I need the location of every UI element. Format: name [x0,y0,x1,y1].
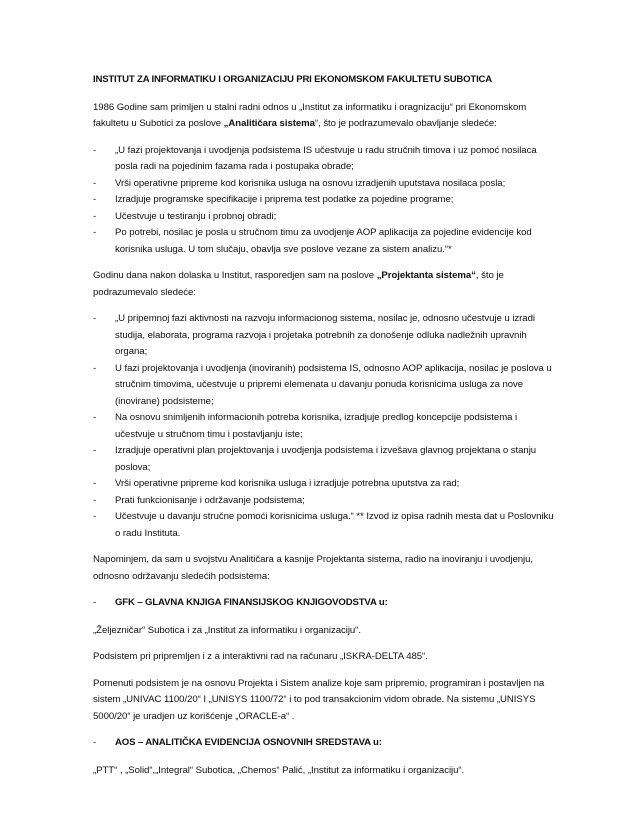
gfk-heading: - GFK – GLAVNA KNJIGA FINANSIJSKOG KNJIGOVODSTVA u: [93,595,555,612]
document-title: INSTITUT ZA INFORMATIKU I ORGANIZACIJU PRI EKONOMSKOM FAKULTETU SUBOTICA [93,74,493,85]
intro-text: 1986 Godine sam primljen u stalni radni odnos u „Institut za informatiku i oragnizaciju“ pri Ekonomskom fakultetu u Subotici za poslove [93,101,527,129]
subsystems-intro: Napominjem, da sam u svojstvu Analitičara a kasnije Projektanta sistema, radio na inoviranju i uvodjenju, odnosno održavanju sledećih podsistema: [93,554,534,582]
list-item: - Vrši operativne pripreme kod korisnika usluga i izradjuje potrebna uputstva za rad; [93,476,555,493]
list-item: - Na osnovu snimljenih informacionih potreba korisnika, izradjuje predlog koncepcije podsistema i učestvuje u stručnom timu i postavljanju iste; [93,410,555,443]
list-item: - „U fazi projektovanja i uvodjenja podsistema IS učestvuje u radu stručnih timova i uz pomoć nosilaca posla radi na pojedinim fazama rada i postupaka obrade; [93,143,555,176]
analyst-duties-list [93,143,555,259]
list-item: - U fazi projektovanja i uvodjenja (inoviranih) podsistema IS, odnosno AOP aplikacija, nosilac je poslova u stručnim timovima, učestvuje u pripremi elemenata u davanju ponuda korisnicima usluga za nove (inovirane) podsisteme; [93,361,555,411]
designer-text: Godinu dana nakon dolaska u Institut, rasporedjen sam na poslove [93,270,377,281]
designer-paragraph [93,268,555,301]
intro-role: „Analitičara sistema [223,118,315,129]
list-item: - Prati funkcionisanje i održavanje podsistema; [93,493,555,510]
gfk-clients: „Željezničar“ Subotica i za „Institut za informatiku i organizaciju“. [93,624,361,636]
list-item: - Izradjuje programske specifikacije i priprema test podatke za pojedine programe; [93,192,555,209]
designer-duties-list [93,311,555,542]
list-item: - Vrši operativne pripreme kod korisnika usluga na osnovu izradjenih uputstava nosilaca posla; [93,176,555,193]
intro-text-end: “, što je podrazumevalo obavljanje sledeće: [314,118,497,129]
designer-role: „Projektanta sistema“ [376,270,476,281]
list-item: - Izradjuje operativni plan projektovanja i uvodjenja podsistema i izvešava glavnog projektana o stanju poslova; [93,443,555,476]
list-item: - Učestvuje u davanju stručne pomoći korisnicima usluga.“ ** Izvod iz opisa radnih mesta dat u Poslovniku o radu Instituta. [93,509,555,542]
designer-text-end: , što je podrazumevalo sledeće: [93,270,504,298]
gfk-note-2: Pomenuti podsistem je na osnovu Projekta i Sistem analize koje sam pripremio, programiran i postavljen na sistem „UNIVAC 1100/20“ I „UNISYS 1100/72“ i to pod transakcionim vidom obrade. Na sistemu „UNISYS 5000/20“ je uradjen uz korišćenje „ORACLE-a“ . [93,677,545,722]
list-item: - Učestvuje u testiranju i probnoj obradi; [93,209,555,226]
aos-heading: - AOS – ANALITIČKA EVIDENCIJA OSNOVNIH SREDSTAVA u: [93,735,555,752]
document-body [93,72,555,789]
aos-clients: „PTT“ , „Solid“,„Integral“ Subotica, „Chemos“ Palić, „Institut za informatiku i organizaciju“. [93,764,465,776]
intro-paragraph [93,100,555,133]
gfk-note-1: Podsistem pri pripremljen i z a interaktivni rad na računaru „ISKRA-DELTA 485“. [93,651,428,662]
list-item: - „U pripemnoj fazi aktivnosti na razvoju informacionog sistema, nosilac je, odnosno učestvuje u izradi studija, elaborata, programa razvoja i projetaka potrebnih za donošenje odluka nadležnih upravnih organa; [93,311,555,361]
list-item: - Po potrebi, nosilac je posla u stručnom timu za uvodjenje AOP aplikacija za pojedine evidencije kod korisnika usluga. U tom slučaju, obavlja sve poslove vezane za sistem analizu.“* [93,225,555,258]
